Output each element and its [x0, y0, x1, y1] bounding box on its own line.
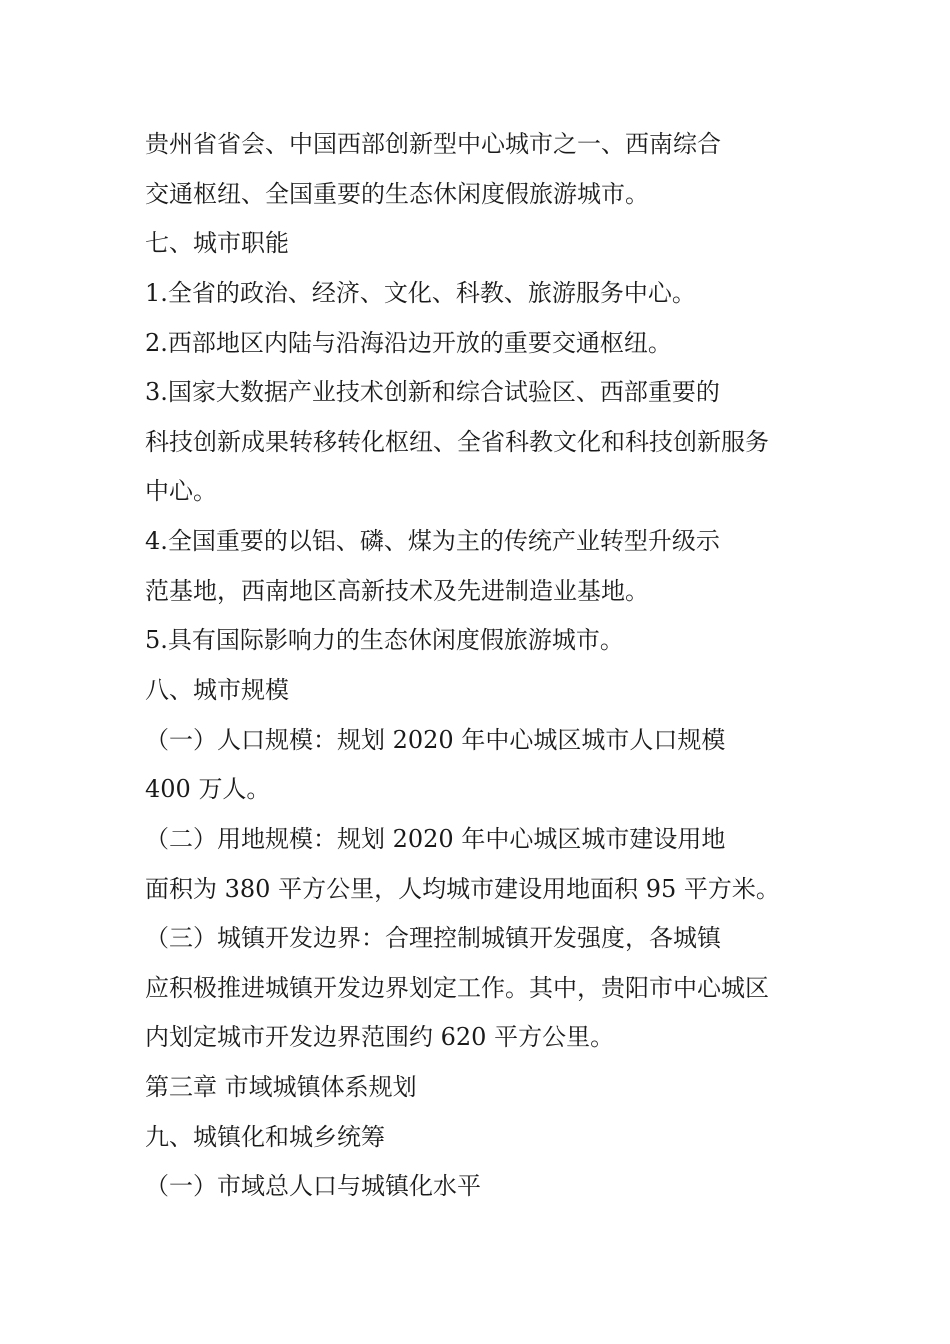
text-line: 贵州省省会、中国西部创新型中心城市之一、西南综合 [145, 130, 721, 158]
section-heading: 八、城市规模 [145, 676, 289, 704]
section-heading: 七、城市职能 [145, 229, 289, 257]
text-line: 交通枢纽、全国重要的生态休闲度假旅游城市。 [145, 180, 649, 208]
list-item: 1.全省的政治、经济、文化、科教、旅游服务中心。 [145, 279, 696, 307]
list-item: 2.西部地区内陆与沿海沿边开放的重要交通枢纽。 [145, 329, 672, 357]
text-line: （一）人口规模：规划 2020 年中心城区城市人口规模 [145, 726, 726, 754]
list-item: 3.国家大数据产业技术创新和综合试验区、西部重要的 [145, 378, 720, 406]
text-line: 内划定城市开发边界范围约 620 平方公里。 [145, 1023, 615, 1051]
text-line: （三）城镇开发边界：合理控制城镇开发强度，各城镇 [145, 924, 721, 952]
list-item: 4.全国重要的以铝、磷、煤为主的传统产业转型升级示 [145, 527, 720, 555]
text-line: 应积极推进城镇开发边界划定工作。其中，贵阳市中心城区 [145, 974, 769, 1002]
chapter-heading: 第三章 市域城镇体系规划 [145, 1073, 417, 1101]
text-line: 中心。 [145, 477, 217, 505]
list-item: 5.具有国际影响力的生态休闲度假旅游城市。 [145, 626, 624, 654]
subsection-heading: （一）市域总人口与城镇化水平 [145, 1172, 481, 1200]
section-heading: 九、城镇化和城乡统筹 [145, 1123, 385, 1151]
text-line: 科技创新成果转移转化枢纽、全省科教文化和科技创新服务 [145, 428, 769, 456]
text-line: 范基地，西南地区高新技术及先进制造业基地。 [145, 577, 649, 605]
text-line: 面积为 380 平方公里，人均城市建设用地面积 95 平方米。 [145, 875, 780, 903]
text-line: 400 万人。 [145, 775, 271, 803]
text-line: （二）用地规模：规划 2020 年中心城区城市建设用地 [145, 825, 726, 853]
